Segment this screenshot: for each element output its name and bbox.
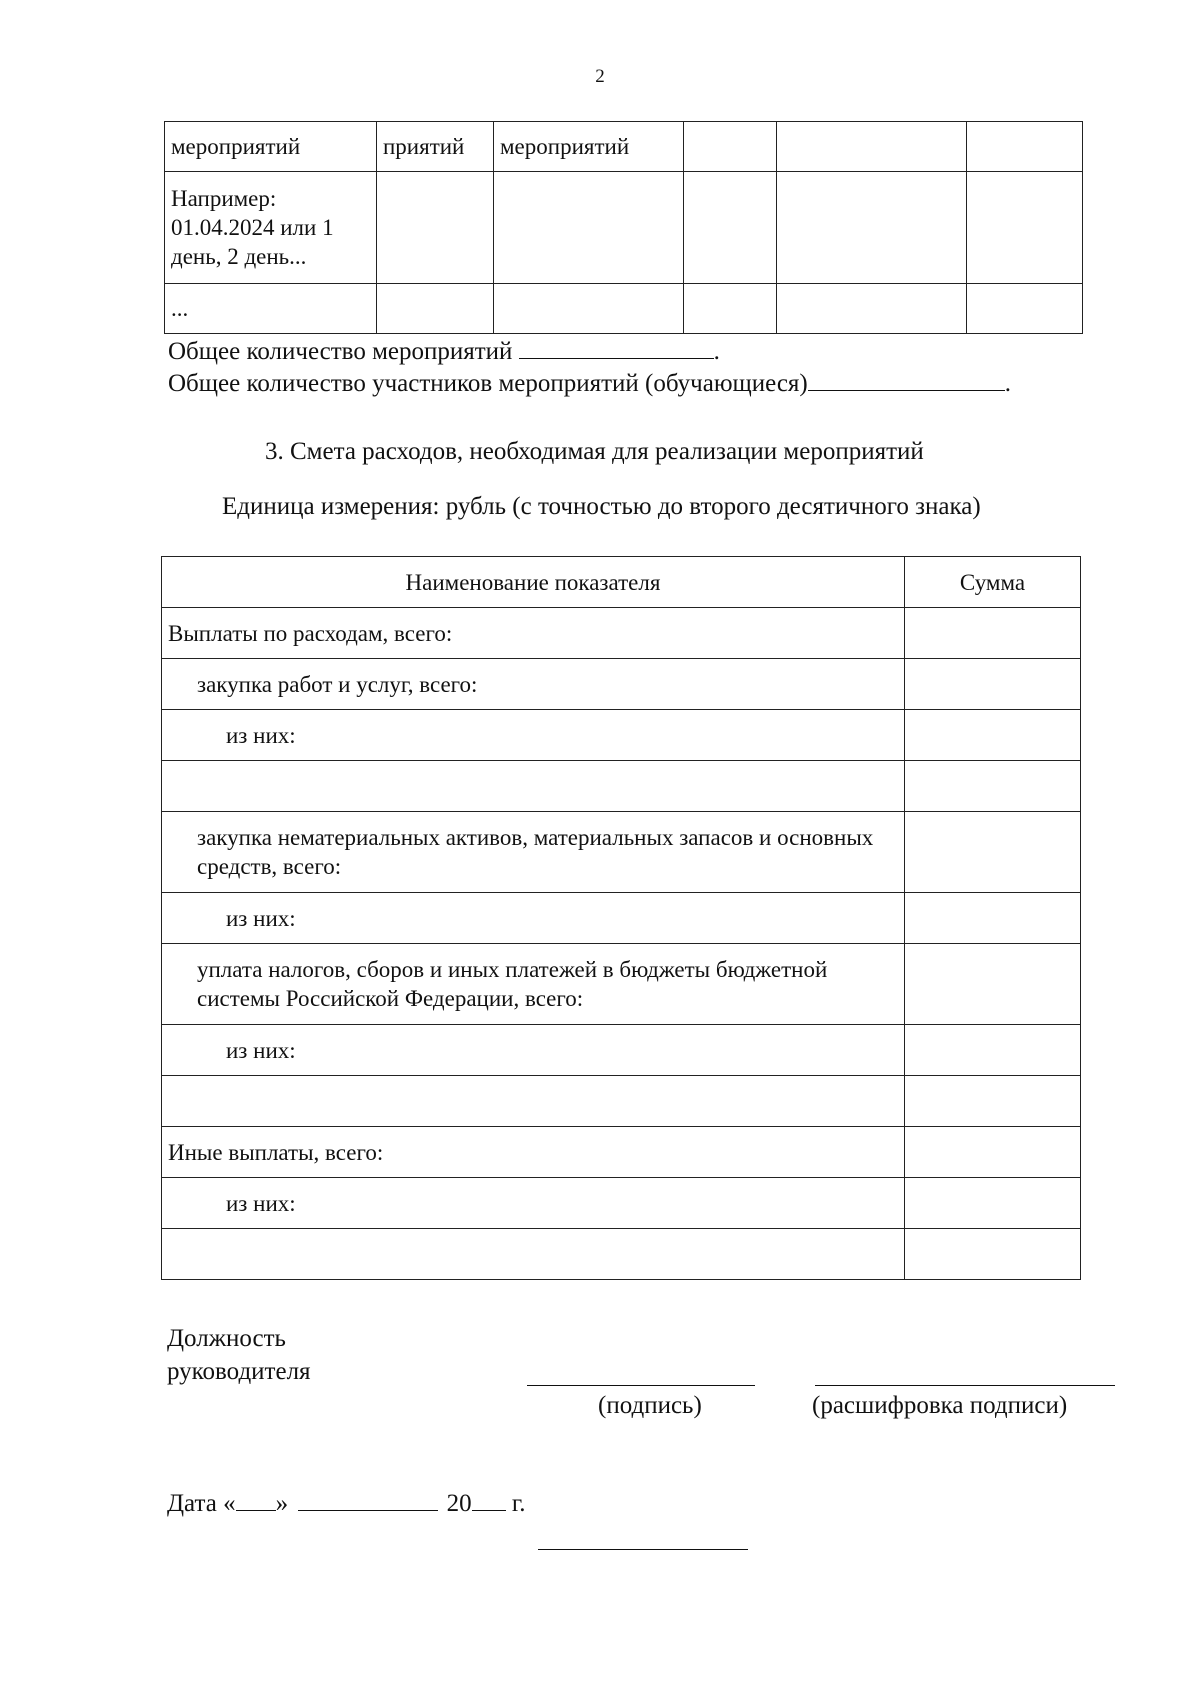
date-year-prefix: 20 bbox=[446, 1490, 472, 1517]
events-cell bbox=[777, 284, 967, 334]
date-month-blank[interactable] bbox=[298, 1490, 438, 1511]
budget-row-sum[interactable] bbox=[905, 761, 1081, 812]
events-count-end: . bbox=[713, 338, 720, 365]
budget-row-label: уплата налогов, сборов и иных платежей в бюджеты бюджетной системы Российской Федерации, всего: bbox=[162, 944, 905, 1025]
budget-row bbox=[162, 1127, 1081, 1178]
events-count-label: Общее количество мероприятий bbox=[168, 338, 513, 365]
budget-row-sum[interactable] bbox=[905, 944, 1081, 1025]
date-prefix: Дата « bbox=[167, 1490, 236, 1517]
budget-row bbox=[162, 893, 1081, 944]
budget-row-label: из них: bbox=[162, 1178, 905, 1229]
budget-row-label[interactable] bbox=[162, 761, 905, 812]
events-count-line bbox=[168, 338, 720, 366]
events-cell bbox=[684, 172, 777, 284]
budget-row-label[interactable] bbox=[162, 1076, 905, 1127]
budget-row bbox=[162, 1229, 1081, 1280]
events-table-row bbox=[165, 284, 1083, 334]
signature-caption: (подпись) bbox=[598, 1392, 702, 1419]
budget-row-label[interactable] bbox=[162, 1229, 905, 1280]
events-count-blank[interactable] bbox=[519, 338, 714, 359]
budget-row-label: Иные выплаты, всего: bbox=[162, 1127, 905, 1178]
budget-row-sum[interactable] bbox=[905, 1076, 1081, 1127]
events-table bbox=[164, 121, 1083, 334]
events-header-cell bbox=[684, 122, 777, 172]
budget-header-row bbox=[162, 557, 1081, 608]
signature-decoding-line[interactable] bbox=[815, 1385, 1115, 1386]
events-header-cell: мероприятий bbox=[165, 122, 377, 172]
budget-row-sum[interactable] bbox=[905, 1229, 1081, 1280]
date-year-suffix: г. bbox=[511, 1490, 526, 1517]
events-header-cell: приятий bbox=[377, 122, 494, 172]
date-year-blank[interactable] bbox=[472, 1490, 506, 1511]
budget-row-sum[interactable] bbox=[905, 659, 1081, 710]
budget-row-label: Выплаты по расходам, всего: bbox=[162, 608, 905, 659]
budget-row-sum[interactable] bbox=[905, 608, 1081, 659]
decoding-caption: (расшифровка подписи) bbox=[812, 1392, 1068, 1419]
events-cell bbox=[777, 172, 967, 284]
signature-line[interactable] bbox=[527, 1385, 755, 1386]
participants-label: Общее количество участников мероприятий (обучающиеся) bbox=[168, 370, 808, 397]
budget-row bbox=[162, 608, 1081, 659]
budget-header-sum: Сумма bbox=[905, 557, 1081, 608]
events-ellipsis-cell: ... bbox=[165, 284, 377, 334]
budget-header-name: Наименование показателя bbox=[162, 557, 905, 608]
budget-row-sum[interactable] bbox=[905, 1025, 1081, 1076]
events-cell bbox=[494, 284, 684, 334]
events-cell bbox=[967, 284, 1083, 334]
section-title: 3. Смета расходов, необходимая для реализации мероприятий bbox=[265, 438, 924, 465]
events-header-cell bbox=[777, 122, 967, 172]
page-number: 2 bbox=[595, 66, 605, 87]
events-table-header-row bbox=[165, 122, 1083, 172]
events-cell bbox=[494, 172, 684, 284]
budget-row-sum[interactable] bbox=[905, 1127, 1081, 1178]
budget-row-sum[interactable] bbox=[905, 812, 1081, 893]
events-cell bbox=[967, 172, 1083, 284]
budget-row bbox=[162, 944, 1081, 1025]
budget-row bbox=[162, 659, 1081, 710]
participants-count-blank[interactable] bbox=[808, 370, 1005, 391]
budget-row bbox=[162, 710, 1081, 761]
budget-row-sum[interactable] bbox=[905, 1178, 1081, 1229]
budget-table bbox=[161, 556, 1081, 1280]
budget-row-label: закупка нематериальных активов, материальных запасов и основных средств, всего: bbox=[162, 812, 905, 893]
budget-row bbox=[162, 1178, 1081, 1229]
budget-row-sum[interactable] bbox=[905, 710, 1081, 761]
participants-count-line bbox=[168, 370, 1011, 398]
events-cell bbox=[377, 172, 494, 284]
budget-row-label: закупка работ и услуг, всего: bbox=[162, 659, 905, 710]
date-line bbox=[167, 1490, 526, 1518]
budget-row bbox=[162, 812, 1081, 893]
events-example-cell: Например: 01.04.2024 или 1 день, 2 день... bbox=[165, 172, 377, 284]
events-cell bbox=[377, 284, 494, 334]
budget-row-label: из них: bbox=[162, 710, 905, 761]
budget-row bbox=[162, 761, 1081, 812]
unit-line: Единица измерения: рубль (с точностью до второго десятичного знака) bbox=[222, 493, 981, 520]
events-cell bbox=[684, 284, 777, 334]
budget-row-label: из них: bbox=[162, 1025, 905, 1076]
position-label-line2: руководителя bbox=[167, 1358, 311, 1385]
events-table-row bbox=[165, 172, 1083, 284]
events-header-cell: мероприятий bbox=[494, 122, 684, 172]
bottom-blank-line[interactable] bbox=[538, 1549, 748, 1550]
events-header-cell bbox=[967, 122, 1083, 172]
budget-row-label: из них: bbox=[162, 893, 905, 944]
budget-row-sum[interactable] bbox=[905, 893, 1081, 944]
budget-row bbox=[162, 1025, 1081, 1076]
position-label-line1: Должность bbox=[167, 1325, 286, 1352]
date-close-quote: » bbox=[275, 1490, 289, 1517]
date-day-blank[interactable] bbox=[236, 1490, 276, 1511]
budget-row bbox=[162, 1076, 1081, 1127]
participants-end: . bbox=[1004, 370, 1012, 397]
